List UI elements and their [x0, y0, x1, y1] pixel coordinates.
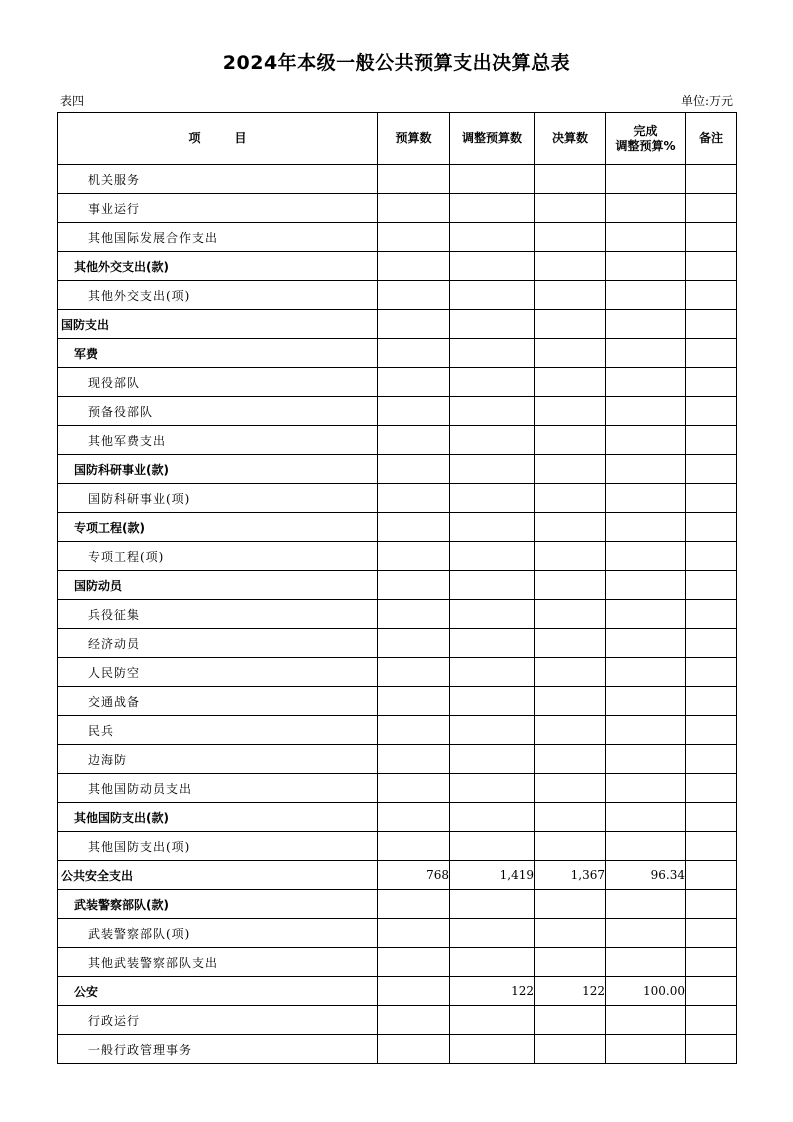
table-row	[58, 774, 737, 803]
cell-budget	[378, 629, 450, 658]
cell-completion-pct	[606, 513, 686, 542]
cell-item: 专项工程(项)	[58, 542, 378, 571]
cell-budget	[378, 542, 450, 571]
cell-adjusted-budget	[450, 252, 535, 281]
cell-final-accounts	[535, 629, 606, 658]
cell-item: 边海防	[58, 745, 378, 774]
cell-final-accounts	[535, 571, 606, 600]
cell-adjusted-budget	[450, 890, 535, 919]
table-row	[58, 339, 737, 368]
table-row	[58, 194, 737, 223]
cell-remarks	[686, 948, 737, 977]
cell-final-accounts: 122	[535, 977, 606, 1006]
cell-final-accounts	[535, 484, 606, 513]
table-row	[58, 629, 737, 658]
cell-adjusted-budget	[450, 281, 535, 310]
cell-item: 民兵	[58, 716, 378, 745]
cell-item: 一般行政管理事务	[58, 1035, 378, 1064]
cell-adjusted-budget	[450, 542, 535, 571]
cell-completion-pct	[606, 890, 686, 919]
cell-item: 其他国防支出(款)	[58, 803, 378, 832]
cell-adjusted-budget	[450, 484, 535, 513]
cell-budget	[378, 368, 450, 397]
budget-table	[57, 112, 737, 1064]
cell-budget	[378, 165, 450, 194]
cell-completion-pct	[606, 1006, 686, 1035]
cell-final-accounts	[535, 426, 606, 455]
cell-budget	[378, 223, 450, 252]
cell-adjusted-budget: 1,419	[450, 861, 535, 890]
cell-item: 人民防空	[58, 658, 378, 687]
table-row	[58, 310, 737, 339]
cell-completion-pct	[606, 281, 686, 310]
table-row	[58, 484, 737, 513]
table-row	[58, 803, 737, 832]
cell-item: 事业运行	[58, 194, 378, 223]
cell-remarks	[686, 455, 737, 484]
cell-remarks	[686, 861, 737, 890]
cell-completion-pct	[606, 687, 686, 716]
cell-final-accounts	[535, 339, 606, 368]
cell-budget	[378, 426, 450, 455]
cell-item: 其他外交支出(款)	[58, 252, 378, 281]
cell-adjusted-budget	[450, 571, 535, 600]
cell-item: 其他国际发展合作支出	[58, 223, 378, 252]
cell-completion-pct	[606, 716, 686, 745]
header-completion-line2: 调整预算%	[615, 138, 676, 153]
cell-item: 国防支出	[58, 310, 378, 339]
cell-adjusted-budget	[450, 600, 535, 629]
cell-completion-pct	[606, 832, 686, 861]
cell-adjusted-budget	[450, 1035, 535, 1064]
table-row	[58, 368, 737, 397]
table-row	[58, 977, 737, 1006]
cell-remarks	[686, 890, 737, 919]
cell-adjusted-budget	[450, 774, 535, 803]
cell-final-accounts	[535, 745, 606, 774]
table-number: 表四	[60, 94, 85, 108]
cell-adjusted-budget	[450, 368, 535, 397]
cell-item: 交通战备	[58, 687, 378, 716]
cell-remarks	[686, 658, 737, 687]
cell-final-accounts	[535, 1006, 606, 1035]
cell-remarks	[686, 774, 737, 803]
cell-adjusted-budget	[450, 832, 535, 861]
table-row	[58, 745, 737, 774]
header-budget: 预算数	[378, 113, 450, 165]
cell-item: 预备役部队	[58, 397, 378, 426]
cell-final-accounts	[535, 281, 606, 310]
cell-completion-pct: 100.00	[606, 977, 686, 1006]
cell-adjusted-budget	[450, 223, 535, 252]
cell-completion-pct	[606, 1035, 686, 1064]
cell-budget	[378, 1006, 450, 1035]
cell-remarks	[686, 339, 737, 368]
cell-remarks	[686, 600, 737, 629]
cell-remarks	[686, 1006, 737, 1035]
cell-adjusted-budget	[450, 658, 535, 687]
cell-final-accounts	[535, 832, 606, 861]
cell-completion-pct	[606, 919, 686, 948]
header-adjusted-budget: 调整预算数	[450, 113, 535, 165]
table-row	[58, 687, 737, 716]
cell-remarks	[686, 310, 737, 339]
cell-completion-pct	[606, 745, 686, 774]
cell-completion-pct	[606, 194, 686, 223]
header-item-part1: 项	[188, 131, 201, 145]
cell-final-accounts	[535, 368, 606, 397]
cell-adjusted-budget	[450, 455, 535, 484]
cell-item: 公共安全支出	[58, 861, 378, 890]
cell-remarks	[686, 194, 737, 223]
table-body	[58, 165, 737, 1064]
cell-budget	[378, 281, 450, 310]
cell-budget	[378, 832, 450, 861]
cell-item: 国防科研事业(项)	[58, 484, 378, 513]
cell-budget	[378, 194, 450, 223]
cell-final-accounts	[535, 919, 606, 948]
table-row	[58, 890, 737, 919]
cell-budget	[378, 745, 450, 774]
table-row	[58, 948, 737, 977]
cell-budget	[378, 919, 450, 948]
cell-remarks	[686, 223, 737, 252]
cell-budget	[378, 397, 450, 426]
cell-item: 其他军费支出	[58, 426, 378, 455]
table-row	[58, 281, 737, 310]
cell-budget	[378, 658, 450, 687]
table-row	[58, 600, 737, 629]
cell-budget	[378, 1035, 450, 1064]
cell-final-accounts	[535, 687, 606, 716]
table-row	[58, 542, 737, 571]
cell-budget	[378, 716, 450, 745]
cell-budget	[378, 455, 450, 484]
cell-completion-pct	[606, 223, 686, 252]
cell-remarks	[686, 919, 737, 948]
cell-completion-pct	[606, 252, 686, 281]
cell-final-accounts	[535, 310, 606, 339]
cell-adjusted-budget	[450, 513, 535, 542]
cell-budget	[378, 513, 450, 542]
cell-completion-pct	[606, 165, 686, 194]
cell-completion-pct: 96.34	[606, 861, 686, 890]
cell-item: 其他外交支出(项)	[58, 281, 378, 310]
cell-completion-pct	[606, 774, 686, 803]
cell-budget	[378, 252, 450, 281]
table-row	[58, 252, 737, 281]
cell-adjusted-budget	[450, 629, 535, 658]
table-row	[58, 919, 737, 948]
cell-remarks	[686, 281, 737, 310]
cell-item: 其他国防动员支出	[58, 774, 378, 803]
cell-remarks	[686, 629, 737, 658]
cell-budget	[378, 484, 450, 513]
cell-item: 兵役征集	[58, 600, 378, 629]
cell-completion-pct	[606, 542, 686, 571]
cell-completion-pct	[606, 803, 686, 832]
cell-item: 经济动员	[58, 629, 378, 658]
cell-adjusted-budget	[450, 803, 535, 832]
cell-adjusted-budget	[450, 1006, 535, 1035]
cell-completion-pct	[606, 658, 686, 687]
cell-final-accounts	[535, 803, 606, 832]
header-row	[58, 113, 737, 165]
table-row	[58, 1035, 737, 1064]
cell-remarks	[686, 165, 737, 194]
cell-adjusted-budget	[450, 948, 535, 977]
cell-item: 武装警察部队(款)	[58, 890, 378, 919]
cell-completion-pct	[606, 484, 686, 513]
cell-final-accounts	[535, 890, 606, 919]
cell-item: 国防动员	[58, 571, 378, 600]
cell-budget	[378, 339, 450, 368]
cell-item: 行政运行	[58, 1006, 378, 1035]
cell-remarks	[686, 571, 737, 600]
table-row	[58, 513, 737, 542]
header-completion	[606, 113, 686, 165]
cell-item: 公安	[58, 977, 378, 1006]
cell-final-accounts	[535, 774, 606, 803]
cell-budget	[378, 600, 450, 629]
header-completion-line1: 完成	[633, 123, 658, 138]
cell-final-accounts	[535, 542, 606, 571]
cell-adjusted-budget	[450, 716, 535, 745]
cell-budget	[378, 803, 450, 832]
cell-budget	[378, 774, 450, 803]
table-row	[58, 455, 737, 484]
cell-item: 其他国防支出(项)	[58, 832, 378, 861]
cell-completion-pct	[606, 426, 686, 455]
cell-item: 其他武装警察部队支出	[58, 948, 378, 977]
cell-remarks	[686, 977, 737, 1006]
header-item	[58, 113, 378, 165]
cell-budget: 768	[378, 861, 450, 890]
cell-completion-pct	[606, 455, 686, 484]
cell-final-accounts	[535, 223, 606, 252]
cell-item: 专项工程(款)	[58, 513, 378, 542]
cell-item: 武装警察部队(项)	[58, 919, 378, 948]
table-row	[58, 832, 737, 861]
cell-adjusted-budget	[450, 194, 535, 223]
cell-final-accounts	[535, 658, 606, 687]
cell-completion-pct	[606, 310, 686, 339]
cell-budget	[378, 890, 450, 919]
cell-item: 机关服务	[58, 165, 378, 194]
cell-remarks	[686, 397, 737, 426]
cell-final-accounts	[535, 194, 606, 223]
table-header	[58, 113, 737, 165]
header-item-part2: 目	[234, 131, 247, 145]
table-row	[58, 861, 737, 890]
cell-item: 军费	[58, 339, 378, 368]
table-row	[58, 223, 737, 252]
cell-remarks	[686, 716, 737, 745]
cell-final-accounts: 1,367	[535, 861, 606, 890]
table-row	[58, 1006, 737, 1035]
header-remarks: 备注	[686, 113, 737, 165]
cell-completion-pct	[606, 339, 686, 368]
cell-completion-pct	[606, 397, 686, 426]
cell-remarks	[686, 368, 737, 397]
cell-final-accounts	[535, 716, 606, 745]
cell-adjusted-budget	[450, 310, 535, 339]
cell-remarks	[686, 832, 737, 861]
cell-final-accounts	[535, 600, 606, 629]
cell-adjusted-budget: 122	[450, 977, 535, 1006]
cell-remarks	[686, 252, 737, 281]
cell-adjusted-budget	[450, 339, 535, 368]
cell-remarks	[686, 687, 737, 716]
document-title: 2024年本级一般公共预算支出决算总表	[222, 52, 571, 74]
header-final-accounts: 决算数	[535, 113, 606, 165]
cell-completion-pct	[606, 368, 686, 397]
cell-remarks	[686, 542, 737, 571]
cell-completion-pct	[606, 629, 686, 658]
cell-budget	[378, 310, 450, 339]
table-row	[58, 165, 737, 194]
table-row	[58, 397, 737, 426]
cell-adjusted-budget	[450, 745, 535, 774]
cell-item: 国防科研事业(款)	[58, 455, 378, 484]
cell-final-accounts	[535, 513, 606, 542]
unit-label: 单位:万元	[680, 94, 733, 108]
cell-adjusted-budget	[450, 426, 535, 455]
cell-adjusted-budget	[450, 687, 535, 716]
table-row	[58, 658, 737, 687]
cell-final-accounts	[535, 252, 606, 281]
cell-budget	[378, 571, 450, 600]
cell-final-accounts	[535, 165, 606, 194]
cell-budget	[378, 687, 450, 716]
cell-adjusted-budget	[450, 919, 535, 948]
cell-remarks	[686, 803, 737, 832]
cell-final-accounts	[535, 948, 606, 977]
cell-final-accounts	[535, 455, 606, 484]
table-row	[58, 716, 737, 745]
cell-completion-pct	[606, 571, 686, 600]
cell-adjusted-budget	[450, 397, 535, 426]
cell-item: 现役部队	[58, 368, 378, 397]
cell-remarks	[686, 1035, 737, 1064]
table-row	[58, 571, 737, 600]
cell-budget	[378, 977, 450, 1006]
cell-remarks	[686, 513, 737, 542]
cell-completion-pct	[606, 600, 686, 629]
cell-remarks	[686, 484, 737, 513]
cell-adjusted-budget	[450, 165, 535, 194]
table-row	[58, 426, 737, 455]
cell-budget	[378, 948, 450, 977]
cell-remarks	[686, 426, 737, 455]
cell-remarks	[686, 745, 737, 774]
cell-final-accounts	[535, 1035, 606, 1064]
cell-completion-pct	[606, 948, 686, 977]
cell-final-accounts	[535, 397, 606, 426]
